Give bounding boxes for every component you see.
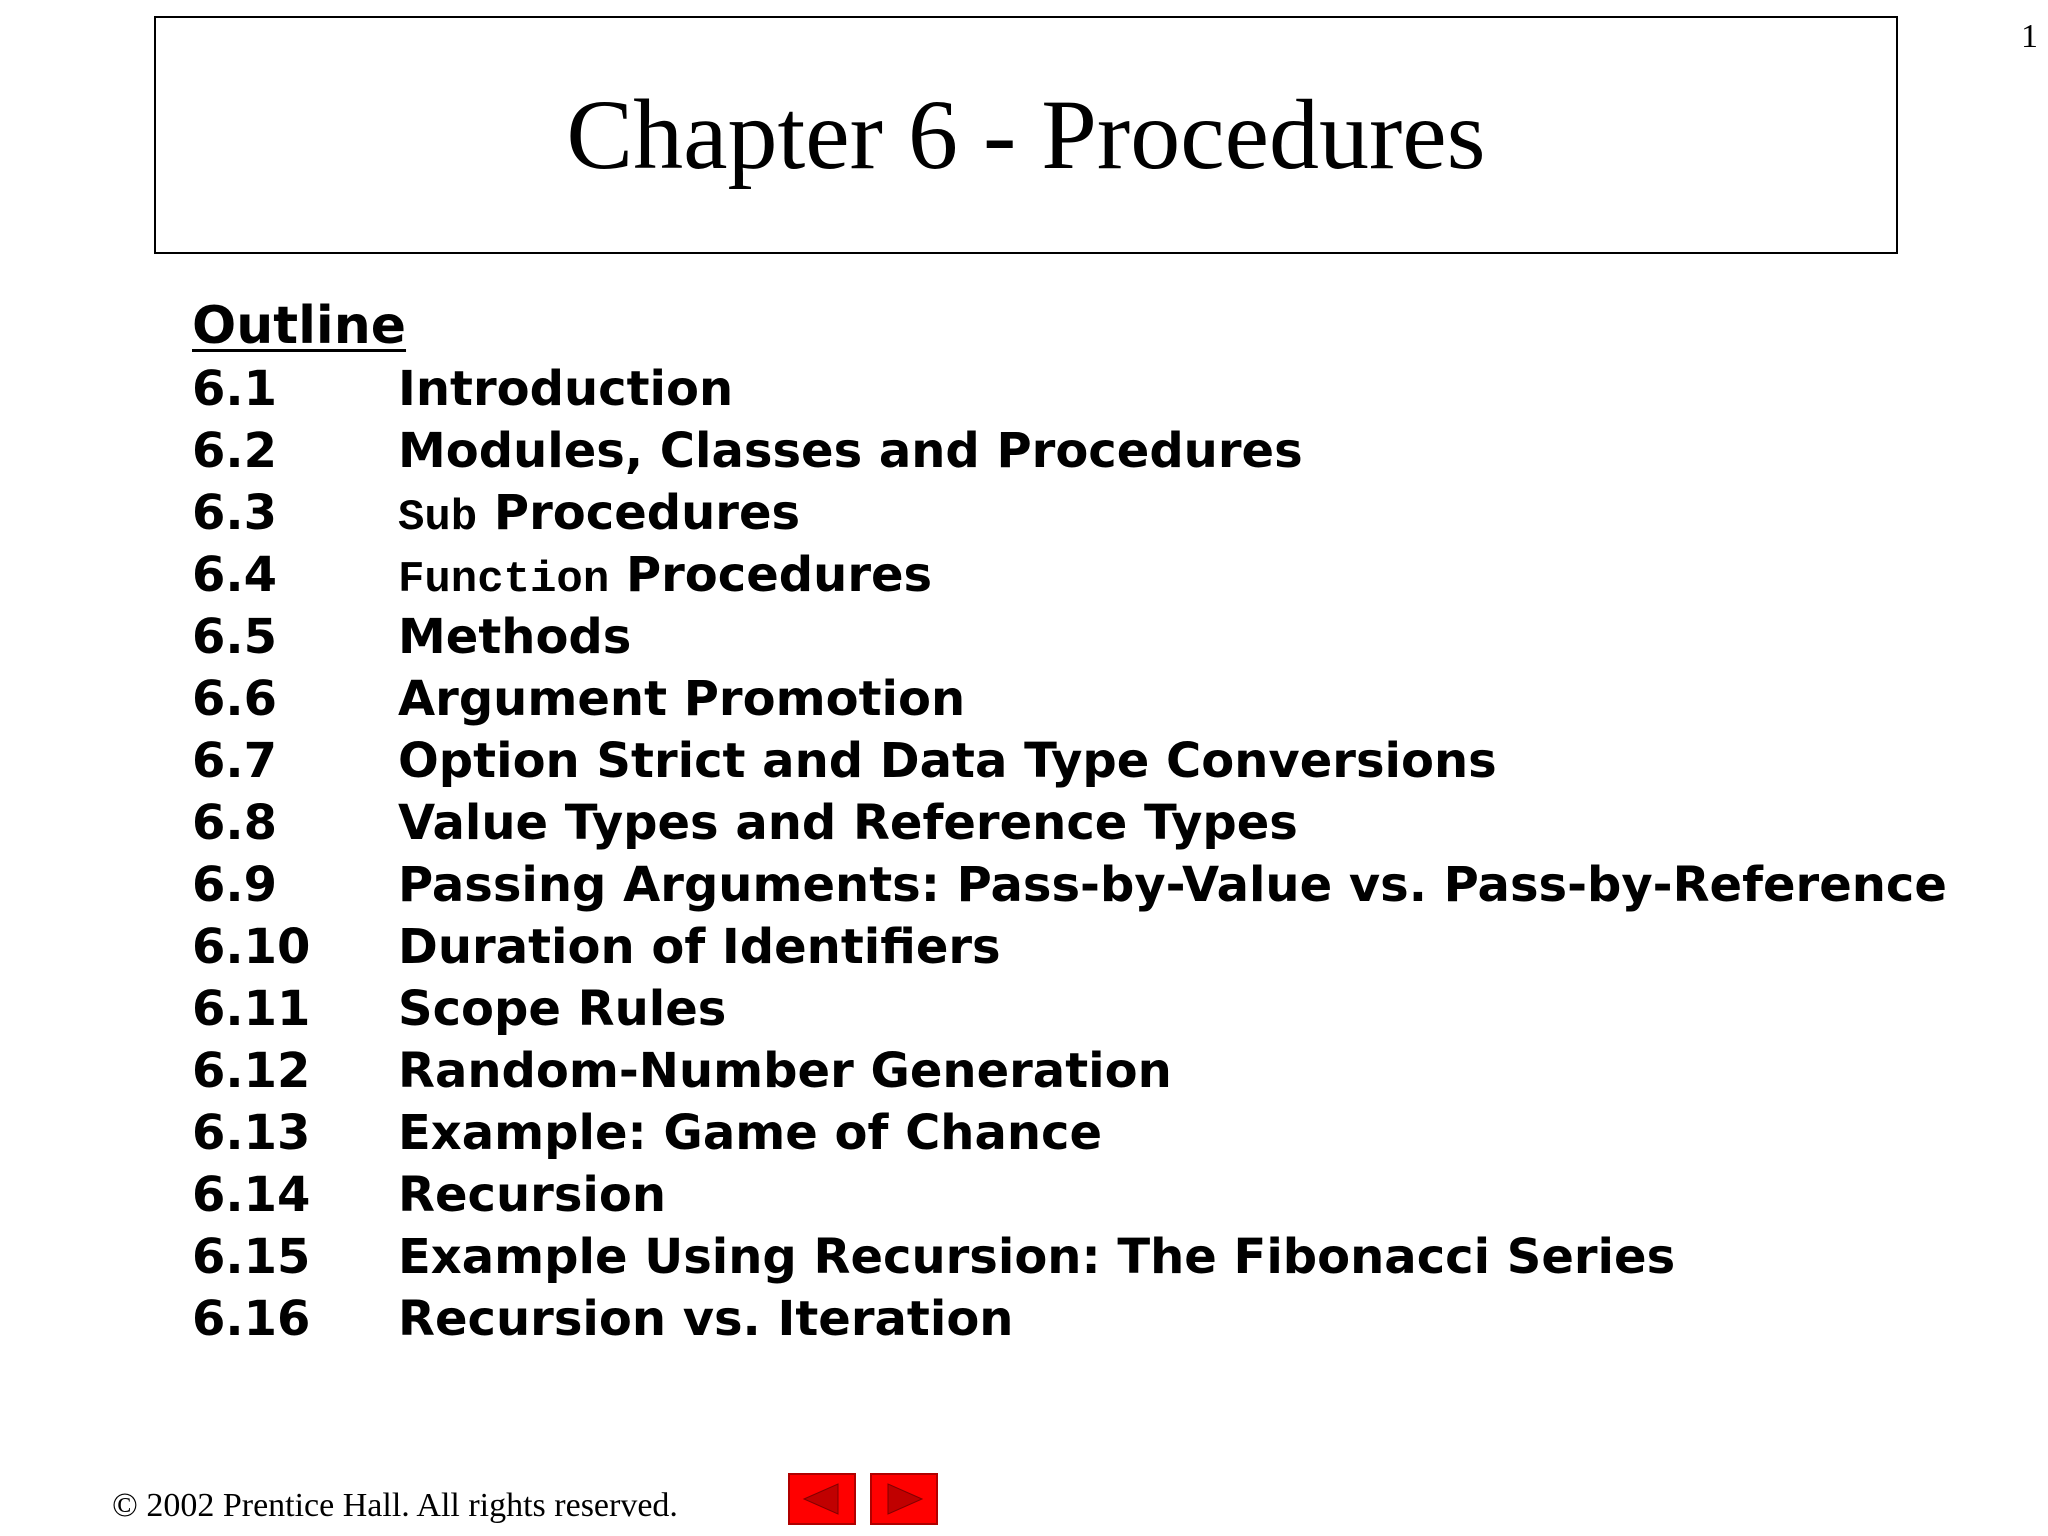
- outline-item: [192, 792, 1992, 854]
- outline-item: [192, 1288, 1992, 1350]
- outline-item-label: [398, 544, 932, 611]
- outline-item-label: [398, 1226, 1675, 1288]
- outline-item: [192, 544, 1992, 606]
- outline-item-number: 6.10: [192, 919, 311, 975]
- outline-item-label: [398, 668, 965, 730]
- outline-item-text: Example Using Recursion: The Fibonacci Series: [398, 1229, 1676, 1285]
- outline-item: [192, 668, 1992, 730]
- outline-item: [192, 1226, 1992, 1288]
- outline-item-text: Value Types and Reference Types: [398, 795, 1298, 851]
- triangle-right-icon: [884, 1482, 924, 1516]
- outline-item-text: Methods: [398, 609, 632, 665]
- outline-item-label: [398, 358, 733, 420]
- outline-item-number: 6.15: [192, 1229, 311, 1285]
- outline-item-text: Example: Game of Chance: [398, 1105, 1103, 1161]
- outline-item-text: Argument Promotion: [398, 671, 966, 727]
- outline-item-code: Sub: [398, 493, 478, 543]
- outline-item-number: 6.1: [192, 361, 278, 417]
- outline-item-text: Duration of Identifiers: [398, 919, 1001, 975]
- outline-item: [192, 730, 1992, 792]
- outline-item: [192, 916, 1992, 978]
- outline-item-label: [398, 606, 631, 668]
- outline-item-number: 6.5: [192, 609, 278, 665]
- outline-item-label: [398, 1040, 1172, 1102]
- outline-item-number: 6.13: [192, 1105, 311, 1161]
- outline-item-label: [398, 854, 1947, 916]
- slide-number: 1: [2021, 18, 2038, 55]
- outline-item: [192, 482, 1992, 544]
- slide-navigation: [788, 1473, 938, 1525]
- outline-item: [192, 854, 1992, 916]
- outline-item: [192, 978, 1992, 1040]
- title-box: [154, 16, 1898, 254]
- outline-item-label: [398, 916, 1001, 978]
- outline-item-label: [398, 730, 1497, 792]
- outline-item-label: [398, 482, 800, 549]
- outline-item-label: [398, 420, 1303, 482]
- outline-item: [192, 1164, 1992, 1226]
- next-slide-button[interactable]: [870, 1473, 938, 1525]
- outline-item-text: Option Strict and Data Type Conversions: [398, 733, 1497, 789]
- outline-item-label: [398, 792, 1298, 854]
- outline: [192, 294, 1992, 1350]
- copyright-footer: © 2002 Prentice Hall. All rights reserved.: [112, 1487, 678, 1524]
- outline-item: [192, 606, 1992, 668]
- outline-item-number: 6.3: [192, 485, 278, 541]
- outline-item: [192, 358, 1992, 420]
- outline-item-number: 6.4: [192, 547, 278, 603]
- outline-item-label: [398, 978, 726, 1040]
- outline-item-text: Recursion: [398, 1167, 666, 1223]
- outline-heading: Outline: [192, 296, 407, 356]
- triangle-left-icon: [802, 1482, 842, 1516]
- outline-item-text: Procedures: [609, 547, 933, 603]
- outline-item-text: Passing Arguments: Pass-by-Value vs. Pass-by-Reference: [398, 857, 1947, 913]
- outline-item: [192, 420, 1992, 482]
- outline-item-number: 6.9: [192, 857, 278, 913]
- outline-item-number: 6.2: [192, 423, 278, 479]
- outline-item-label: [398, 1164, 666, 1226]
- outline-item-text: Procedures: [477, 485, 801, 541]
- outline-item-number: 6.11: [192, 981, 311, 1037]
- outline-item-text: Introduction: [398, 361, 734, 417]
- outline-item-label: [398, 1102, 1102, 1164]
- outline-item-number: 6.6: [192, 671, 278, 727]
- outline-item-number: 6.12: [192, 1043, 311, 1099]
- outline-item: [192, 1102, 1992, 1164]
- outline-item-number: 6.14: [192, 1167, 311, 1223]
- outline-item-text: Modules, Classes and Procedures: [398, 423, 1303, 479]
- outline-item-number: 6.16: [192, 1291, 311, 1347]
- outline-item-text: Scope Rules: [398, 981, 727, 1037]
- outline-item-code: Function: [398, 555, 610, 605]
- outline-item-text: Recursion vs. Iteration: [398, 1291, 1014, 1347]
- outline-list: [192, 358, 1992, 1350]
- outline-item-number: 6.8: [192, 795, 278, 851]
- outline-item-label: [398, 1288, 1013, 1350]
- outline-item: [192, 1040, 1992, 1102]
- outline-item-number: 6.7: [192, 733, 278, 789]
- outline-item-text: Random-Number Generation: [398, 1043, 1172, 1099]
- previous-slide-button[interactable]: [788, 1473, 856, 1525]
- slide-title: Chapter 6 - Procedures: [566, 79, 1486, 190]
